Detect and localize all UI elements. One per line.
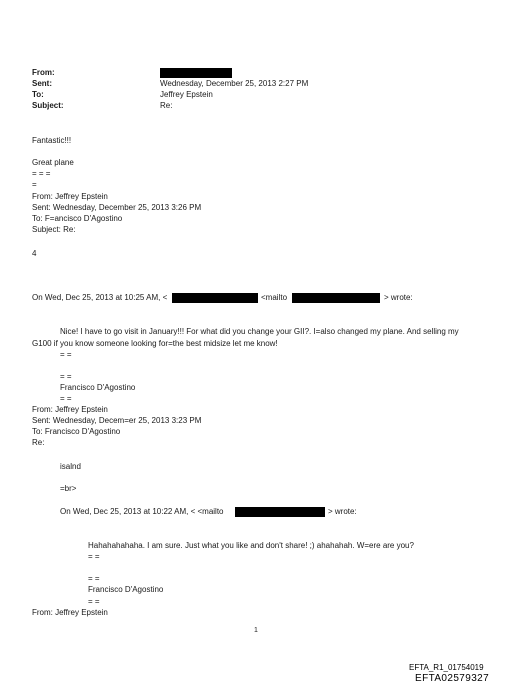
body-line: = = bbox=[60, 394, 72, 403]
body-line: =br> bbox=[60, 484, 77, 493]
from-label: From: bbox=[32, 68, 55, 77]
to-value: Jeffrey Epstein bbox=[160, 90, 213, 99]
body-line: Francisco D'Agostino bbox=[88, 585, 164, 594]
body-line: From: Jeffrey Epstein bbox=[32, 192, 108, 201]
body-line: Great plane bbox=[32, 158, 74, 167]
footer-id-large: EFTA02579327 bbox=[415, 673, 490, 684]
body-line: = bbox=[32, 180, 37, 189]
footer-id-small: EFTA_R1_01754019 bbox=[409, 663, 484, 672]
body-line: = = bbox=[88, 574, 100, 583]
body-line: Subject: Re: bbox=[32, 225, 76, 234]
mailto-text: <mailto bbox=[261, 293, 288, 302]
subject-label: Subject: bbox=[32, 101, 64, 110]
body-line: Francisco D'Agostino bbox=[60, 383, 136, 392]
body-line: = = bbox=[88, 597, 100, 606]
body-line: isalnd bbox=[60, 462, 81, 471]
redacted-email bbox=[292, 293, 380, 303]
subject-value: Re: bbox=[160, 101, 173, 110]
wrote-text: > wrote: bbox=[384, 293, 413, 302]
body-line: = = bbox=[88, 552, 100, 561]
redacted-email bbox=[235, 507, 325, 517]
body-line: Fantastic!!! bbox=[32, 136, 72, 145]
sent-label: Sent: bbox=[32, 79, 52, 88]
body-line: = = bbox=[60, 372, 72, 381]
redacted-email bbox=[172, 293, 258, 303]
page-number: 1 bbox=[254, 627, 258, 634]
body-line: From: Jeffrey Epstein bbox=[32, 608, 108, 617]
body-line: Hahahahahaha. I am sure. Just what you like and don't share! ;) ahahahah. W=ere are you? bbox=[88, 541, 414, 550]
body-line: Sent: Wednesday, Decem=er 25, 2013 3:23 PM bbox=[32, 416, 202, 425]
body-line: From: Jeffrey Epstein bbox=[32, 405, 108, 414]
body-line: Sent: Wednesday, December 25, 2013 3:26 PM bbox=[32, 203, 202, 212]
body-line: = = = bbox=[32, 169, 51, 178]
body-line: G100 if you know someone looking for=the best midsize let me know! bbox=[32, 339, 278, 348]
to-label: To: bbox=[32, 90, 44, 99]
sent-value: Wednesday, December 25, 2013 2:27 PM bbox=[160, 79, 309, 88]
body-line: Nice! I have to go visit in January!!! For what did you change your GII?. I=also changed my plane. And selling my bbox=[60, 327, 459, 336]
body-line: On Wed, Dec 25, 2013 at 10:22 AM, < <mailto bbox=[60, 507, 224, 516]
body-line: 4 bbox=[32, 249, 37, 258]
body-line: Re: bbox=[32, 438, 45, 447]
body-line: To: Francisco D'Agostino bbox=[32, 427, 121, 436]
redacted-from bbox=[160, 68, 232, 78]
body-line: = = bbox=[60, 350, 72, 359]
body-line: On Wed, Dec 25, 2013 at 10:25 AM, < bbox=[32, 293, 168, 302]
wrote-text: > wrote: bbox=[328, 507, 357, 516]
body-line: To: F=ancisco D'Agostino bbox=[32, 214, 123, 223]
